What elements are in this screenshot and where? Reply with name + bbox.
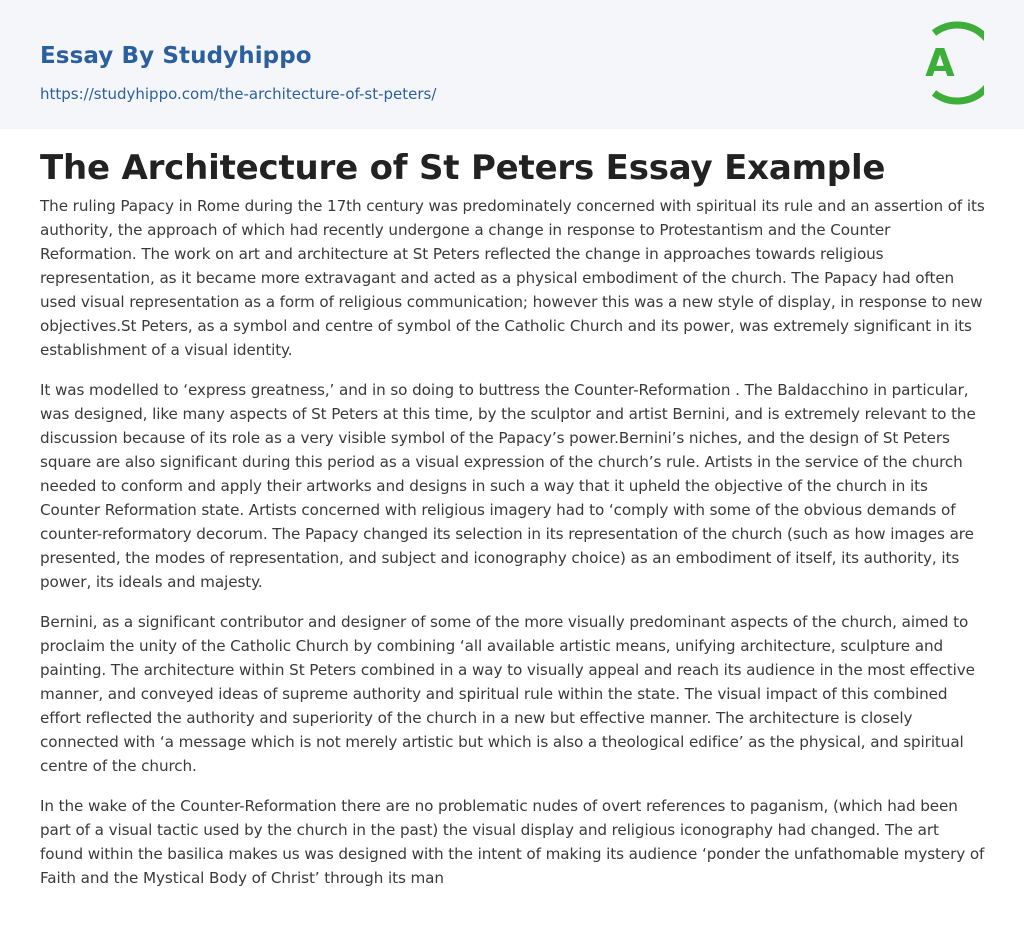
studyhippo-logo-icon[interactable] [914, 20, 984, 106]
article-paragraph: Bernini, as a significant contributor and designer of some of the more visually predominant aspects of the church, aimed to proclaim the unity of the Catholic Church by combining ‘all available artistic means, unifying architecture, sculpture and painting. The architecture within St Peters combined in a way to visually appeal and reach its audience in the most effective manner, and conveyed ideas of supreme authority and spiritual rule within the state. The visual impact of this combined effort reflected the authority and superiority of the church in a new but effective manner. The architecture is closely connected with ‘a message which is not merely artistic but which is also a theological edifice’ as the physical, and spiritual centre of the church. [40, 613, 975, 775]
article-body [40, 194, 986, 906]
site-title[interactable]: Essay By Studyhippo [40, 43, 312, 69]
source-url-link[interactable]: https://studyhippo.com/the-architecture-of-st-peters/ [40, 85, 437, 103]
page-title: The Architecture of St Peters Essay Example [40, 148, 886, 188]
article-paragraph: It was modelled to ‘express greatness,’ and in so doing to buttress the Counter-Reformation . The Baldacchino in particular, was designed, like many aspects of St Peters at this time, by the sculptor and artist Bernini, and is extremely relevant to the discussion because of its role as a very visible symbol of the Papacy’s power.Bernini’s niches, and the design of St Peters square are also significant during this period as a visual expression of the church’s rule. Artists in the service of the church needed to conform and apply their artworks and designs in such a way that it upheld the objective of the church in its Counter Reformation state. Artists concerned with religious imagery had to ‘comply with some of the obvious demands of counter-reformatory decorum. The Papacy changed its selection in its representation of the church (such as how images are presented, the modes of representation, and subject and iconography choice) as an embodiment of itself, its authority, its power, its ideals and majesty. [40, 381, 976, 591]
logo-letter: A [925, 41, 955, 85]
article-paragraph: The ruling Papacy in Rome during the 17th century was predominately concerned with spiritual its rule and an assertion of its authority, the approach of which had recently undergone a change in response to Protestantism and the Counter Reformation. The work on art and architecture at St Peters reflected the change in approaches towards religious representation, as it became more extravagant and acted as a physical embodiment of the church. The Papacy had often used visual representation as a form of religious communication; however this was a new style of display, in response to new objectives.St Peters, as a symbol and centre of symbol of the Catholic Church and its power, was extremely significant in its establishment of a visual identity. [40, 197, 985, 359]
logo-ring-icon [914, 20, 984, 106]
article-paragraph: In the wake of the Counter-Reformation there are no problematic nudes of overt references to paganism, (which had been part of a visual tactic used by the church in the past) the visual display and religious iconography had changed. The art found within the basilica makes us was designed with the intent of making its audience ‘ponder the unfathomable mystery of Faith and the Mystical Body of Christ’ through its man [40, 797, 985, 887]
